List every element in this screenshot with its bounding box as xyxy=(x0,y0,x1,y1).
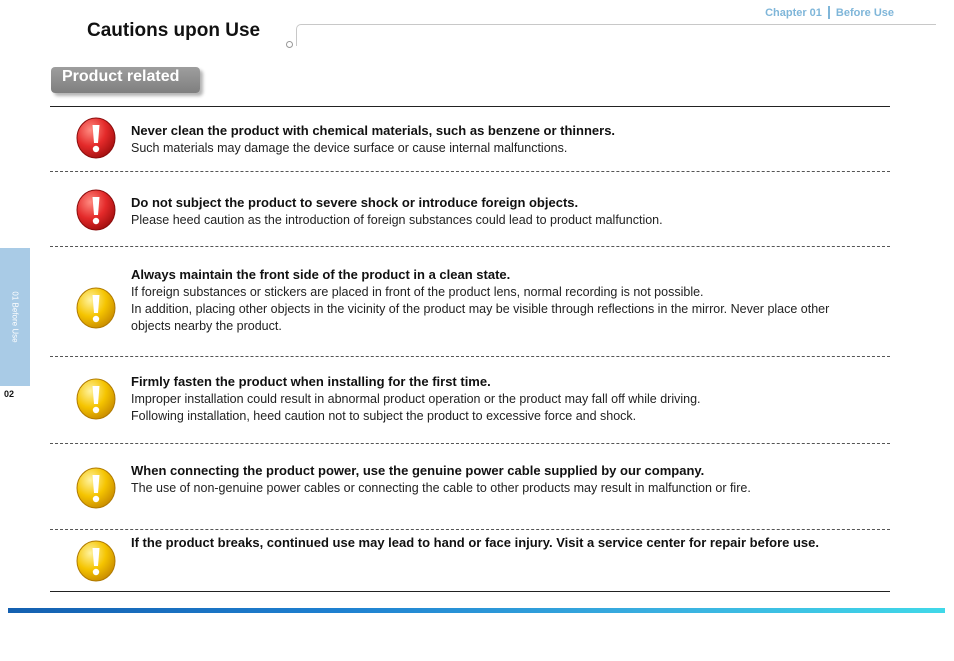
top-rule xyxy=(50,106,890,107)
chapter-label: Chapter 01 xyxy=(765,6,822,19)
side-tab-label: 01 Before Use xyxy=(10,291,20,343)
caution-text: If foreign substances or stickers are placed in front of the product lens, normal recording is not possible. xyxy=(131,285,704,299)
caution-text: Following installation, heed caution not to subject the product to excessive force and shock. xyxy=(131,409,637,423)
warning-exclamation-icon xyxy=(76,378,116,420)
divider-2 xyxy=(50,246,890,247)
caution-heading: Never clean the product with chemical materials, such as benzene or thinners. xyxy=(131,123,616,138)
title-decoration-line xyxy=(296,24,936,46)
section-tab-product-related: Product related xyxy=(51,67,200,93)
divider-1 xyxy=(50,171,890,172)
caution-text: Please heed caution as the introduction of foreign substances could lead to product malfunction. xyxy=(131,213,663,227)
page-number: 02 xyxy=(4,389,15,399)
page-title: Cautions upon Use xyxy=(87,20,261,41)
caution-heading: When connecting the product power, use the genuine power cable supplied by our company. xyxy=(131,463,705,478)
caution-text: In addition, placing other objects in the vicinity of the product may be visible through reflections in the mirror. Never place other objects nearby the product. xyxy=(131,302,830,333)
bottom-rule xyxy=(50,591,890,592)
divider-4 xyxy=(50,443,890,444)
footer-gradient-bar xyxy=(8,608,945,613)
caution-heading: If the product breaks, continued use may lead to hand or face injury. Visit a service center for repair before use. xyxy=(131,535,820,550)
caution-text: Such materials may damage the device surface or cause internal malfunctions. xyxy=(131,141,568,155)
caution-heading: Firmly fasten the product when installing for the first time. xyxy=(131,374,491,389)
warning-exclamation-icon xyxy=(76,540,116,582)
caution-text: The use of non-genuine power cables or connecting the cable to other products may result in malfunction or fire. xyxy=(131,481,751,495)
caution-heading: Do not subject the product to severe shock or introduce foreign objects. xyxy=(131,195,579,210)
section-label: Before Use xyxy=(835,6,894,19)
title-decoration-dot xyxy=(286,41,293,48)
warning-exclamation-icon xyxy=(76,467,116,509)
warning-exclamation-icon xyxy=(76,287,116,329)
caution-text: Improper installation could result in abnormal product operation or the product may fall off while driving. xyxy=(131,392,701,406)
chapter-side-tab xyxy=(0,248,30,386)
chapter-breadcrumb xyxy=(765,6,894,19)
danger-exclamation-icon xyxy=(76,189,116,231)
divider-3 xyxy=(50,356,890,357)
danger-exclamation-icon xyxy=(76,117,116,159)
divider-5 xyxy=(50,529,890,530)
breadcrumb-separator xyxy=(828,6,830,19)
caution-heading: Always maintain the front side of the product in a clean state. xyxy=(131,267,511,282)
